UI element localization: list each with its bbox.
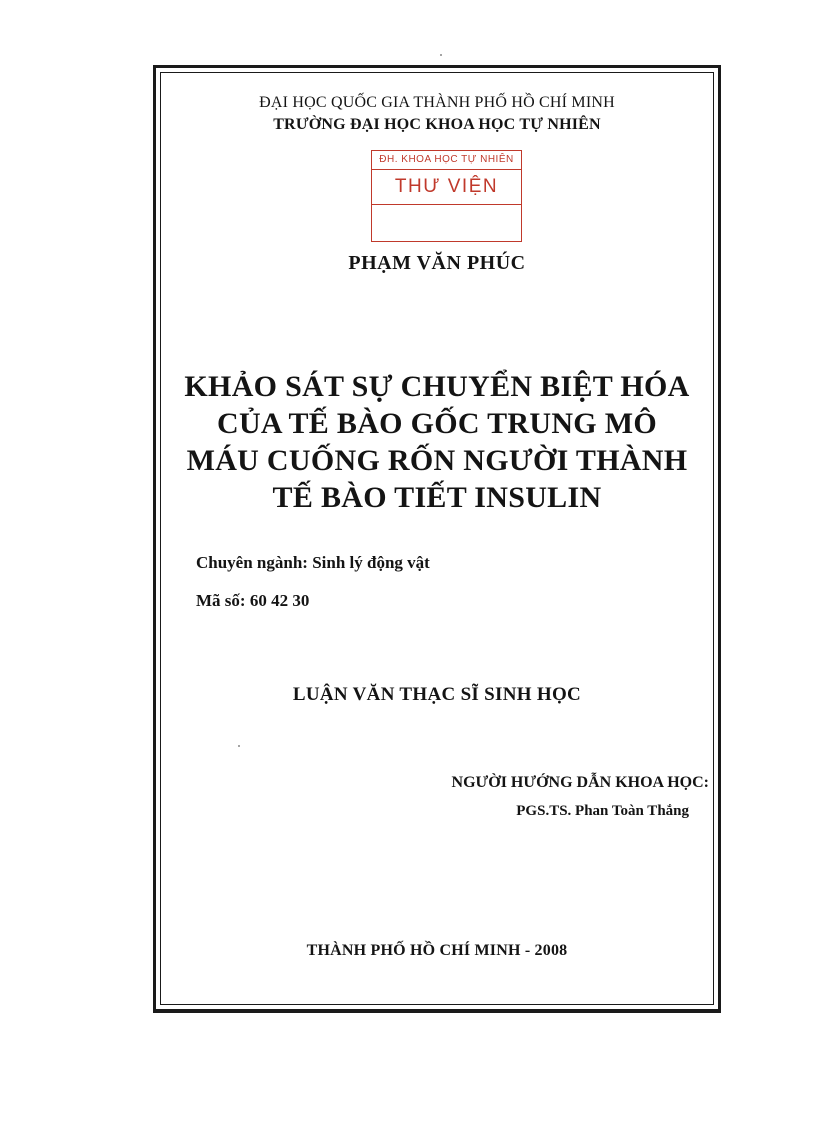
title-line: KHẢO SÁT SỰ CHUYỂN BIỆT HÓA — [184, 370, 690, 403]
title-line: CỦA TẾ BÀO GỐC TRUNG MÔ — [216, 407, 657, 440]
thesis-title — [160, 368, 714, 516]
author-name: PHẠM VĂN PHÚC — [348, 252, 526, 274]
code-line: Mã số: 60 42 30 — [196, 591, 310, 610]
library-stamp — [371, 150, 522, 242]
school-name: TRƯỜNG ĐẠI HỌC KHOA HỌC TỰ NHIÊN — [273, 116, 601, 133]
scan-speck — [238, 745, 240, 747]
advisor-label: NGƯỜI HƯỚNG DẪN KHOA HỌC: — [451, 774, 709, 791]
advisor-name: PGS.TS. Phan Toàn Thắng — [516, 803, 689, 819]
title-line: MÁU CUỐNG RỐN NGƯỜI THÀNH — [186, 444, 688, 477]
city-year: THÀNH PHỐ HỒ CHÍ MINH - 2008 — [306, 942, 568, 959]
page-border-bottom — [153, 1009, 721, 1013]
scan-speck — [440, 54, 442, 56]
degree-title: LUẬN VĂN THẠC SĨ SINH HỌC — [292, 684, 582, 705]
major-line: Chuyên ngành: Sinh lý động vật — [196, 553, 430, 572]
title-line: TẾ BÀO TIẾT INSULIN — [272, 481, 602, 514]
university-name: ĐẠI HỌC QUỐC GIA THÀNH PHỐ HỒ CHÍ MINH — [259, 94, 615, 111]
stamp-main-text: THƯ VIỆN — [372, 170, 521, 205]
stamp-top-text: ĐH. KHOA HỌC TỰ NHIÊN — [372, 151, 521, 170]
